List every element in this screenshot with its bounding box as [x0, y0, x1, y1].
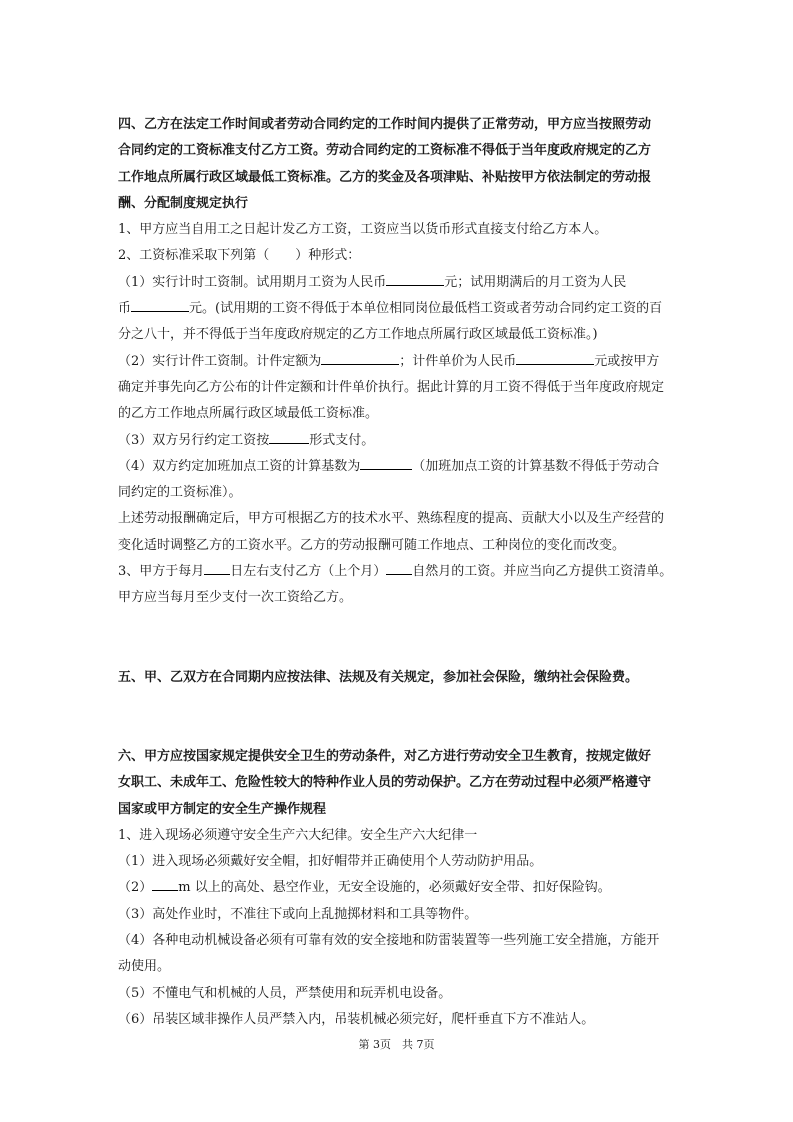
page-number: 第 3页 共 7页: [358, 1038, 435, 1051]
text-run: 币: [118, 301, 132, 317]
blank-line: [131, 299, 189, 312]
clause-text: （4）各种电动机械设备必须有可靠有效的安全接地和防雷装置等一些列施工安全措施，方能开: [118, 933, 660, 949]
text-run: 元；试用期满后的月工资为人民: [444, 274, 627, 290]
clause-text: （6）吊装区域非操作人员严禁入内，吊装机械必须完好，爬杆垂直下方不准站人。: [118, 1011, 595, 1027]
text-run: ；计件单价为人民币: [399, 353, 517, 369]
clause-text: （5）不懂电气和机械的人员，严禁使用和玩弄机电设备。: [118, 985, 452, 1001]
blank-line: [152, 878, 178, 891]
document-page: [118, 112, 678, 1033]
text-run: 自然月的工资。并应当向乙方提供工资清单。: [412, 564, 673, 580]
section-heading: 工作地点所属行政区域最低工资标准。乙方的奖金及各项津贴、补贴按甲方依法制定的劳动报: [118, 169, 652, 185]
clause-text: 1、甲方应当自用工之日起计发乙方工资，工资应当以货币形式直接支付给乙方本人。: [118, 222, 608, 238]
clause-text: 变化适时调整乙方的工资水平。乙方的劳动报酬可随工作地点、工种岗位的变化而改变。: [118, 537, 626, 553]
text-run: 元。(试用期的工资不得低于本单位相同岗位最低档工资或者劳动合同约定工资的百: [189, 301, 663, 317]
text-run: （3）双方另行约定工资按: [118, 432, 270, 448]
clause-text: [118, 349, 678, 375]
section-heading: 女职工、未成年工、危险性较大的特种作业人员的劳动保护。乙方在劳动过程中必须严格遵守: [118, 775, 652, 791]
clause-text: [118, 270, 678, 296]
clause-text: 动使用。: [118, 959, 171, 975]
clause-text: （3）高处作业时，不准往下或向上乱抛掷材料和工具等物件。: [118, 906, 478, 922]
section-6: [118, 744, 678, 1033]
section-heading: 四、乙方在法定工作时间或者劳动合同约定的工作时间内提供了正常劳动，甲方应当按照劳动: [118, 117, 652, 132]
text-run: 3、甲方于每月: [118, 564, 205, 580]
section-5: [118, 665, 678, 691]
clause-text: [118, 875, 678, 901]
text-run: （2）: [118, 880, 153, 896]
spacer: [118, 691, 678, 717]
spacer: [118, 638, 678, 665]
text-run: 元或按甲方: [594, 353, 660, 369]
blank-line: [204, 562, 230, 575]
section-4: [118, 112, 678, 612]
section-heading: 六、甲方应按国家规定提供安全卫生的劳动条件，对乙方进行劳动安全卫生教育，按规定做好: [118, 748, 652, 764]
blank-line: [321, 352, 399, 365]
clause-text: 的乙方工作地点所属行政区域最低工资标准。: [118, 406, 379, 422]
clause-text: [118, 559, 678, 585]
text-run: m 以上的高处、悬空作业，无安全设施的，必须戴好安全带、扣好保险钩。: [178, 880, 611, 896]
clause-text: 上述劳动报酬确定后，甲方可根据乙方的技术水平、熟练程度的提高、贡献大小以及生产经营的: [118, 511, 665, 527]
blank-line: [269, 431, 309, 444]
clause-text: 2、工资标准采取下列第（ ）种形式：: [118, 248, 361, 264]
text-run: （1）实行计时工资制。试用期月工资为人民币: [118, 274, 387, 290]
clause-text: 同约定的工资标准）。: [118, 485, 242, 501]
section-heading: 酬、分配制度规定执行: [118, 195, 249, 211]
section-heading: 合同约定的工资标准支付乙方工资。劳动合同约定的工资标准不得低于当年度政府规定的乙方: [118, 143, 652, 159]
section-heading: 国家或甲方制定的安全生产操作规程: [118, 801, 327, 817]
text-run: 日左右支付乙方（上个月）: [230, 564, 387, 580]
blank-line: [360, 457, 412, 470]
clause-text: 分之八十，并不得低于当年度政府规定的乙方工作地点所属行政区域最低工资标准。): [118, 327, 598, 343]
text-run: （4）双方约定加班加点工资的计算基数为: [118, 458, 361, 474]
clause-text: [118, 296, 678, 322]
clause-text: 甲方应当每月至少支付一次工资给乙方。: [118, 590, 353, 606]
blank-line: [386, 562, 412, 575]
clause-text: [118, 428, 678, 454]
text-run: （2）实行计件工资制。计件定额为: [118, 353, 322, 369]
section-heading: 五、甲、乙双方在合同期内应按法律、法规及有关规定，参加社会保险，缴纳社会保险费。: [118, 669, 639, 685]
spacer: [118, 612, 678, 638]
clause-text: [118, 454, 678, 480]
clause-text: 1、进入现场必须遵守安全生产六大纪律。安全生产六大纪律一: [118, 827, 478, 843]
text-run: 形式支付。: [309, 432, 375, 448]
spacer: [118, 717, 678, 744]
blank-line: [516, 352, 594, 365]
blank-line: [386, 273, 444, 286]
text-run: （加班加点工资的计算基数不得低于劳动合: [412, 458, 660, 474]
clause-text: （1）进入现场必须戴好安全帽，扣好帽带并正确使用个人劳动防护用品。: [118, 854, 543, 870]
clause-text: 确定并事先向乙方公布的计件定额和计件单价执行。据此计算的月工资不得低于当年度政府规定: [118, 379, 665, 395]
